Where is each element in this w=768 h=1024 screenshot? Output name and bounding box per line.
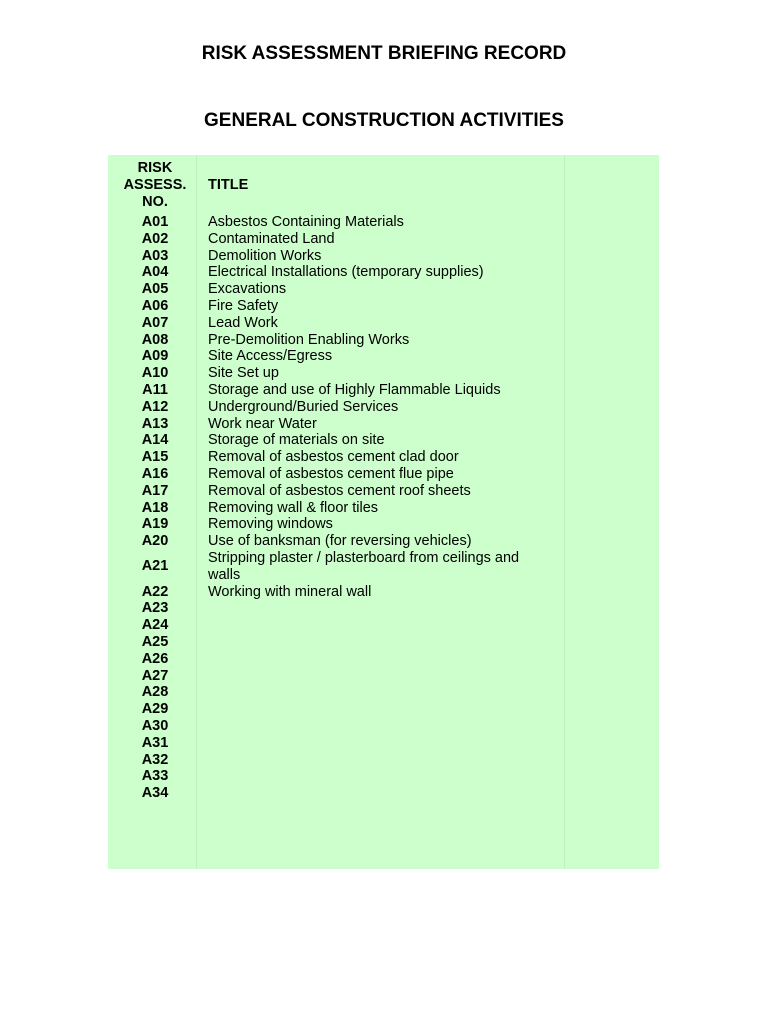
risk-assess-number: A20: [141, 533, 169, 550]
risk-assess-title: Asbestos Containing Materials: [208, 214, 404, 230]
risk-assess-number: A27: [141, 667, 169, 684]
risk-assess-title: Removal of asbestos cement clad door: [208, 449, 459, 466]
header-title: TITLE: [208, 177, 249, 193]
risk-assess-number: A02: [141, 230, 169, 247]
table-row: [108, 550, 659, 584]
table-row: [108, 684, 659, 701]
risk-assess-number: A15: [141, 449, 169, 466]
risk-assess-number: A21: [141, 558, 169, 575]
risk-assess-title: Fire Safety: [208, 297, 279, 314]
risk-assess-title: Work near Water: [208, 415, 317, 432]
table-row: [108, 382, 659, 399]
risk-assess-number: A13: [141, 415, 169, 432]
table-row: [108, 449, 659, 466]
risk-assess-number: A26: [141, 650, 169, 667]
risk-assess-title: Excavations: [208, 281, 287, 298]
risk-assess-number: A06: [141, 297, 169, 314]
risk-assess-number: A09: [141, 348, 169, 365]
document-title: RISK ASSESSMENT BRIEFING RECORD: [201, 43, 567, 64]
risk-assess-number: A05: [141, 281, 169, 298]
risk-assess-title: Removal of asbestos cement flue pipe: [208, 465, 454, 482]
table-row: [108, 432, 659, 449]
header-risk-assess-no: RISK ASSESS. NO.: [123, 160, 187, 210]
table-row: [108, 214, 659, 231]
table-row: [108, 533, 659, 550]
table-row: [108, 701, 659, 718]
table-row: [108, 718, 659, 735]
table-row: [108, 248, 659, 265]
risk-assess-title: Lead Work: [208, 314, 278, 331]
table-row: [108, 315, 659, 332]
risk-assess-title: Removing wall & floor tiles: [208, 499, 379, 516]
table-row: [108, 651, 659, 668]
table-row: [108, 264, 659, 281]
table-row: [108, 516, 659, 533]
risk-assess-number: A25: [141, 633, 169, 650]
table-row: [108, 768, 659, 785]
risk-assess-number: A24: [141, 617, 169, 634]
risk-assess-number: A34: [141, 785, 169, 802]
table-header: [108, 160, 659, 214]
table-row: [108, 600, 659, 617]
risk-assess-number: A22: [141, 583, 169, 600]
risk-assessment-table: [108, 155, 659, 869]
risk-assess-title: Underground/Buried Services: [208, 398, 399, 415]
risk-assess-number: A17: [141, 482, 169, 499]
risk-assess-number: A23: [141, 600, 169, 617]
risk-assess-number: A03: [141, 247, 169, 264]
risk-assess-number: A14: [141, 432, 169, 449]
risk-assess-title: Use of banksman (for reversing vehicles): [208, 533, 472, 550]
risk-assess-number: A19: [141, 516, 169, 533]
risk-assess-number: A08: [141, 331, 169, 348]
risk-assess-title: Stripping plaster / plasterboard from ceilings and walls: [208, 549, 520, 583]
risk-assess-number: A28: [141, 684, 169, 701]
risk-assess-number: A30: [141, 717, 169, 734]
table-row: [108, 500, 659, 517]
risk-assess-number: A04: [141, 264, 169, 281]
risk-assess-number: A07: [141, 314, 169, 331]
risk-assess-title: Removing windows: [208, 516, 333, 533]
table-row: [108, 416, 659, 433]
table-row: [108, 298, 659, 315]
risk-assess-title: Working with mineral wall: [208, 583, 372, 600]
risk-assess-number: A16: [141, 465, 169, 482]
risk-assess-title: Storage of materials on site: [208, 432, 385, 449]
table-row: [108, 634, 659, 651]
table-row: [108, 348, 659, 365]
risk-assess-number: A10: [141, 365, 169, 382]
risk-assess-number: A11: [142, 381, 168, 398]
risk-assess-number: A32: [141, 751, 169, 768]
table-row: [108, 735, 659, 752]
risk-assess-title: Site Set up: [208, 365, 279, 382]
table-row: [108, 399, 659, 416]
table-row: [108, 466, 659, 483]
table-row: [108, 365, 659, 382]
document-subtitle: GENERAL CONSTRUCTION ACTIVITIES: [204, 110, 564, 131]
risk-assess-number: A12: [141, 398, 169, 415]
table-row: [108, 584, 659, 601]
risk-assess-number: A33: [141, 768, 169, 785]
table-row: [108, 332, 659, 349]
risk-assess-title: Removal of asbestos cement roof sheets: [208, 482, 471, 499]
risk-assess-number: A01: [141, 214, 169, 230]
risk-assess-title: Contaminated Land: [208, 230, 335, 247]
table-row: [108, 752, 659, 769]
table-row: [108, 617, 659, 634]
table-row: [108, 668, 659, 685]
table-row: [108, 483, 659, 500]
risk-assess-title: Demolition Works: [208, 247, 322, 264]
table-body: [108, 214, 659, 802]
risk-assess-number: A31: [141, 734, 169, 751]
table-row: [108, 785, 659, 802]
risk-assess-number: A18: [141, 499, 169, 516]
table-row: [108, 281, 659, 298]
risk-assess-title: Pre-Demolition Enabling Works: [208, 331, 410, 348]
risk-assess-title: Site Access/Egress: [208, 348, 333, 365]
risk-assess-number: A29: [141, 701, 169, 718]
table-row: [108, 231, 659, 248]
risk-assess-title: Storage and use of Highly Flammable Liquids: [208, 381, 501, 398]
risk-assess-title: Electrical Installations (temporary supplies): [208, 264, 484, 281]
